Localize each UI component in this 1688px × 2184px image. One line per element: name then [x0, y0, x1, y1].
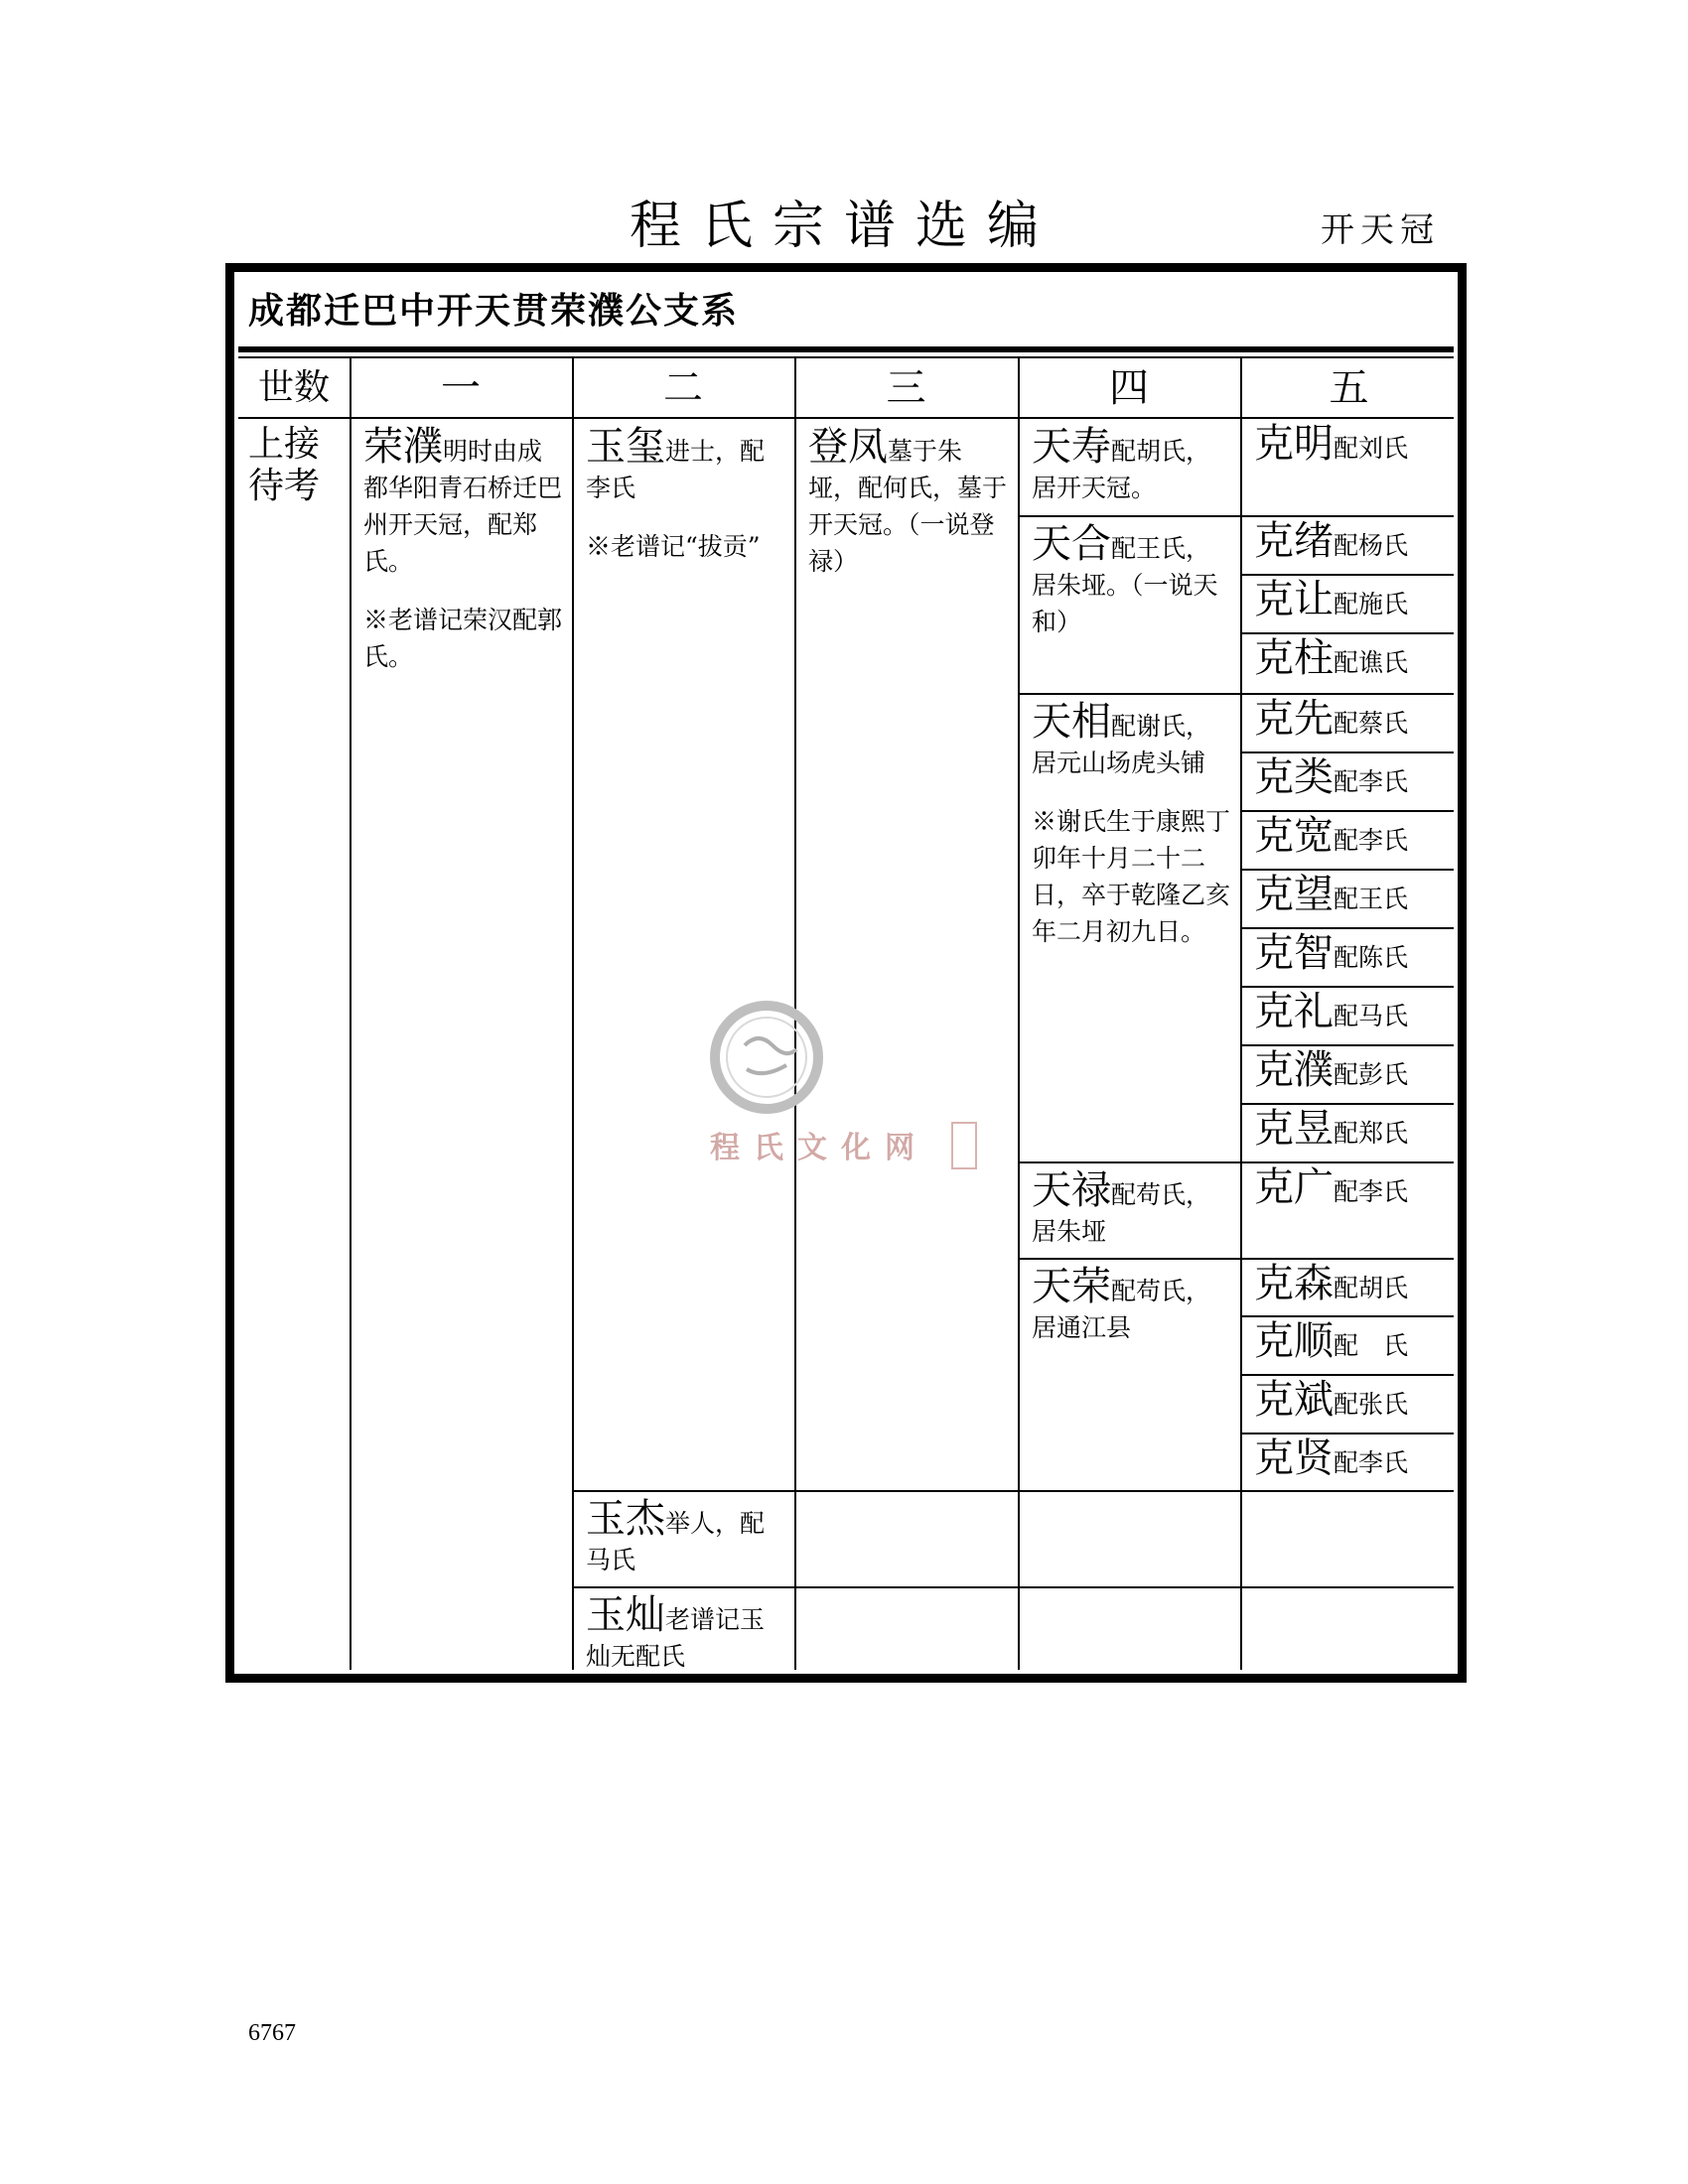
- ancestor-note: 上接待考: [248, 424, 321, 506]
- person-name: 克让: [1254, 577, 1334, 622]
- person-gen4: [1020, 1260, 1240, 1346]
- person-desc: 明时由成都华阳青石桥迁巴州开天冠，配郑氏。: [363, 437, 563, 576]
- person-desc: 配谯氏: [1334, 648, 1409, 677]
- person-desc: 墓于朱垭，配何氏，墓于开天冠。（一说登禄）: [808, 437, 1008, 576]
- person-gen5: [1242, 420, 1458, 478]
- seal-stamp-icon: [951, 1122, 977, 1169]
- person-gen5: [1242, 929, 1458, 987]
- page-title: 程氏宗谱选编: [629, 197, 1058, 256]
- generation-5: 五: [1329, 365, 1369, 411]
- place-label: 开天冠: [1321, 210, 1440, 250]
- person-gen4: [1020, 517, 1240, 640]
- person-gen5: [1242, 1317, 1458, 1375]
- person-note: ※老谱记荣汉配郭氏。: [363, 606, 563, 671]
- person-name: 克斌: [1254, 1377, 1334, 1423]
- person-desc: 配陈氏: [1334, 943, 1409, 972]
- genealogy-table: [225, 263, 1467, 1683]
- person-desc: 配 氏: [1334, 1331, 1409, 1360]
- person-name: 克宽: [1254, 813, 1334, 859]
- person-desc: 配胡氏: [1334, 1274, 1409, 1302]
- header-divider: [238, 352, 1454, 358]
- person-gen5: [1242, 1260, 1458, 1317]
- person-name: 天寿: [1032, 424, 1111, 470]
- person-name: 玉灿: [586, 1592, 665, 1638]
- person-note: ※谢氏生于康熙丁卯年十月二十二日，卒于乾隆乙亥年二月初九日。: [1032, 807, 1231, 946]
- person-name: 克明: [1254, 421, 1334, 467]
- person-name: 克贤: [1254, 1435, 1334, 1481]
- person-gen4: [1020, 695, 1240, 950]
- watermark-text: 程氏文化网: [710, 1131, 928, 1165]
- person-name: 克望: [1254, 872, 1334, 917]
- person-name: 荣濮: [363, 424, 443, 470]
- person-desc: 配蔡氏: [1334, 709, 1409, 738]
- person-gen2: [574, 420, 794, 565]
- person-name: 克广: [1254, 1164, 1334, 1210]
- person-desc: 配李氏: [1334, 1448, 1409, 1477]
- person-desc: 配马氏: [1334, 1002, 1409, 1030]
- person-name: 天禄: [1032, 1167, 1111, 1213]
- person-gen4: [1020, 1163, 1240, 1250]
- person-desc: 进士，配李氏: [586, 437, 766, 502]
- person-desc: 配胡氏，居开天冠。: [1032, 437, 1211, 502]
- person-gen5: [1242, 634, 1458, 692]
- generation-4: 四: [1109, 365, 1149, 411]
- person-desc: 配施氏: [1334, 590, 1409, 618]
- person-desc: 配郑氏: [1334, 1119, 1409, 1148]
- person-desc: 配苟氏，居朱垭: [1032, 1180, 1211, 1246]
- person-gen5: [1242, 1105, 1458, 1162]
- person-name: 克智: [1254, 930, 1334, 976]
- person-gen5: [1242, 1434, 1458, 1492]
- person-name: 克类: [1254, 754, 1334, 800]
- person-desc: 配刘氏: [1334, 434, 1409, 463]
- person-gen2: [574, 1588, 794, 1675]
- person-name: 克礼: [1254, 989, 1334, 1034]
- person-name: 天相: [1032, 699, 1111, 745]
- person-gen5: [1242, 1163, 1458, 1221]
- generation-2: 二: [663, 365, 703, 411]
- person-gen5: [1242, 753, 1458, 811]
- generation-3: 三: [886, 365, 926, 411]
- person-gen5: [1242, 1046, 1458, 1104]
- person-desc: 配李氏: [1334, 826, 1409, 855]
- person-desc: 配苟氏，居通江县: [1032, 1277, 1211, 1342]
- person-name: 登凤: [808, 424, 888, 470]
- person-name: 克先: [1254, 696, 1334, 742]
- watermark-logo-icon: [707, 998, 826, 1117]
- person-desc: 配李氏: [1334, 767, 1409, 796]
- person-gen3: [796, 420, 1018, 580]
- generation-1: 一: [441, 365, 481, 411]
- person-name: 克绪: [1254, 518, 1334, 564]
- person-name: 克顺: [1254, 1318, 1334, 1364]
- person-desc: 举人，配马氏: [586, 1509, 766, 1574]
- person-name: 克濮: [1254, 1047, 1334, 1093]
- person-name: 玉玺: [586, 424, 665, 470]
- person-desc: 配王氏，居朱垭。（一说天和）: [1032, 534, 1218, 636]
- person-gen5: [1242, 576, 1458, 633]
- person-gen5: [1242, 988, 1458, 1045]
- person-desc: 配杨氏: [1334, 531, 1409, 560]
- page-number: 6767: [248, 2020, 296, 2046]
- person-name: 克昱: [1254, 1106, 1334, 1152]
- generation-label: 世数: [257, 367, 330, 408]
- person-desc: 配彭氏: [1334, 1060, 1409, 1089]
- person-gen5: [1242, 812, 1458, 870]
- branch-title: 成都迁巴中开天贯荣濮公支系: [238, 276, 1454, 352]
- row-divider: [238, 417, 1454, 419]
- person-gen5: [1242, 695, 1458, 752]
- person-desc: 配张氏: [1334, 1390, 1409, 1419]
- person-name: 天荣: [1032, 1264, 1111, 1309]
- person-name: 克柱: [1254, 635, 1334, 681]
- person-name: 天合: [1032, 521, 1111, 567]
- person-gen5: [1242, 517, 1458, 575]
- person-name: 克森: [1254, 1261, 1334, 1306]
- person-gen5: [1242, 871, 1458, 928]
- person-desc: 老谱记玉灿无配氏: [586, 1605, 766, 1671]
- person-desc: 配李氏: [1334, 1177, 1409, 1206]
- person-desc: 配王氏: [1334, 885, 1409, 913]
- person-desc: 配谢氏，居元山场虎头铺: [1032, 712, 1211, 777]
- person-gen4: [1020, 420, 1240, 506]
- person-note: ※老谱记“拔贡”: [586, 532, 761, 561]
- person-gen2: [574, 1492, 794, 1578]
- person-gen5: [1242, 1376, 1458, 1433]
- person-name: 玉杰: [586, 1496, 665, 1542]
- person-gen1: [352, 420, 572, 675]
